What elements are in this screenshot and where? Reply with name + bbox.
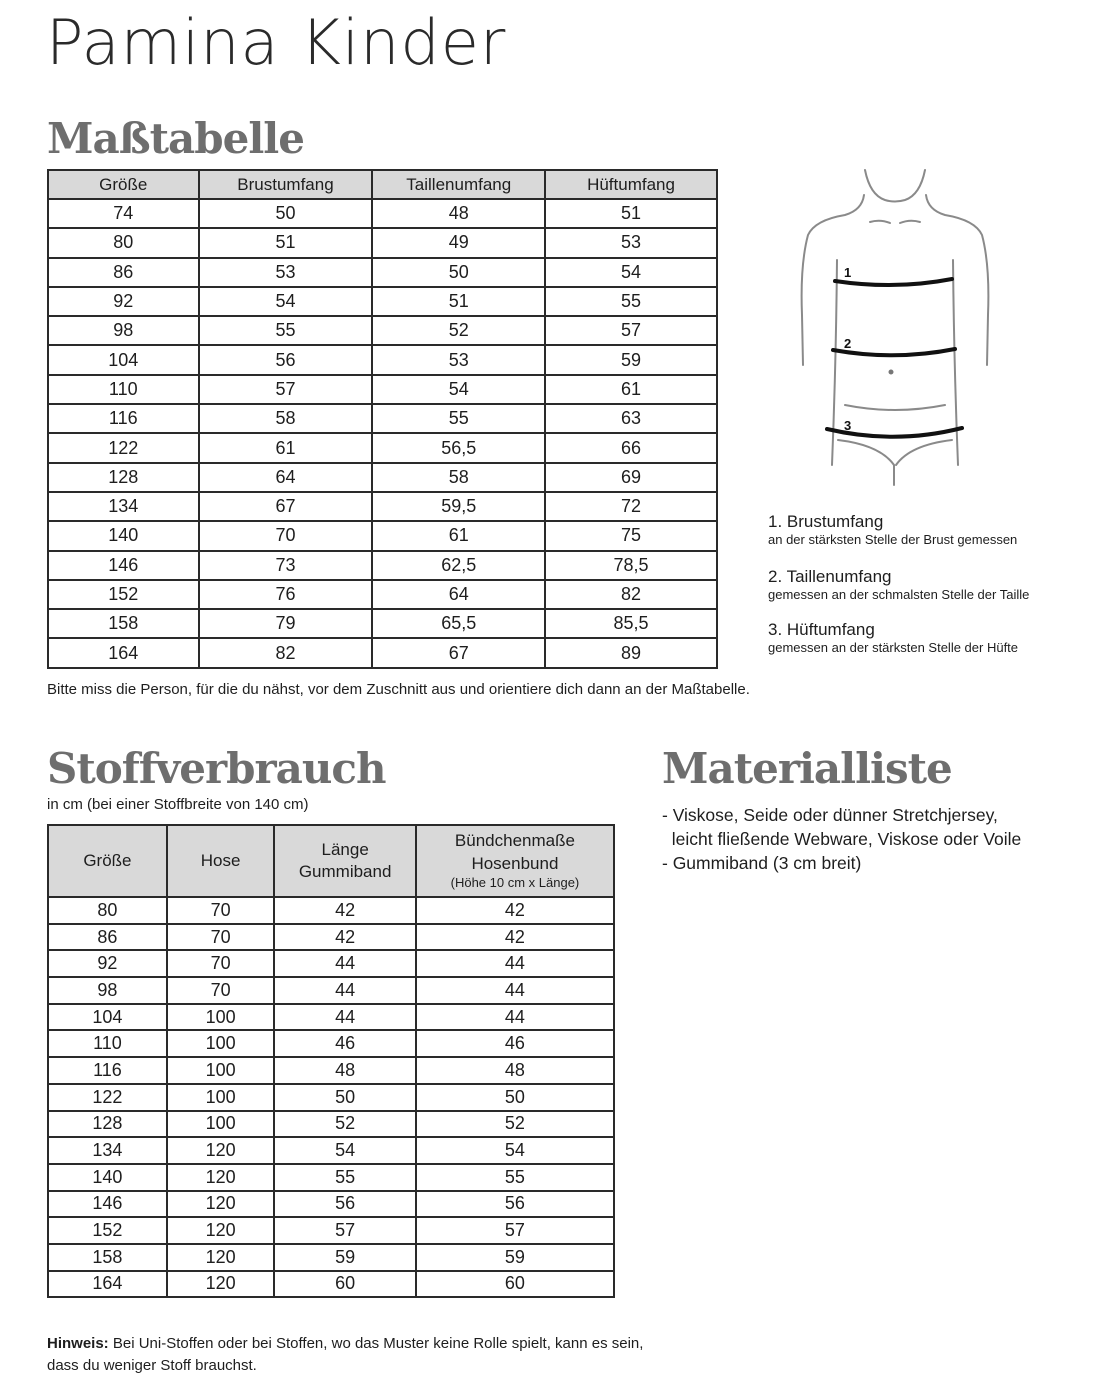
table-cell: 42 — [416, 924, 614, 951]
table-row — [48, 897, 614, 924]
table-cell: 46 — [416, 1030, 614, 1057]
table-row — [48, 609, 717, 638]
table-cell: 86 — [48, 258, 199, 287]
table-cell: 67 — [372, 638, 545, 667]
table-row — [48, 950, 614, 977]
table-cell: 42 — [274, 924, 416, 951]
table-cell: 50 — [372, 258, 545, 287]
table-cell: 49 — [372, 228, 545, 257]
table-cell: 75 — [545, 521, 717, 550]
table-cell: 122 — [48, 433, 199, 462]
table-cell: 44 — [274, 977, 416, 1004]
table-cell: 140 — [48, 521, 199, 550]
table-row — [48, 977, 614, 1004]
chest-measurement-line — [835, 279, 952, 285]
header-gummiband — [274, 825, 416, 897]
hint-label: Hinweis: — [47, 1335, 109, 1352]
table-cell: 104 — [48, 1004, 167, 1031]
table-cell: 54 — [372, 375, 545, 404]
table-row — [48, 228, 717, 257]
header-groesse: Größe — [48, 825, 167, 897]
table-cell: 73 — [199, 551, 373, 580]
table-row — [48, 924, 614, 951]
table-cell: 158 — [48, 609, 199, 638]
table-cell: 61 — [199, 433, 373, 462]
table-cell: 80 — [48, 897, 167, 924]
table-cell: 70 — [167, 897, 275, 924]
table-row — [48, 1004, 614, 1031]
table-cell: 116 — [48, 404, 199, 433]
table-cell: 61 — [545, 375, 717, 404]
table-row — [48, 1217, 614, 1244]
table-cell: 64 — [199, 463, 373, 492]
table-row — [48, 1057, 614, 1084]
measure-note: Bitte miss die Person, für die du nähst, vor dem Zuschnitt aus und orientiere dich dann an der Maßtabelle. — [47, 681, 750, 698]
table-row — [48, 287, 717, 316]
table-cell: 122 — [48, 1084, 167, 1111]
legend-item-taille — [768, 567, 1029, 602]
table-cell: 54 — [545, 258, 717, 287]
legend-title: 1. Brustumfang — [768, 512, 884, 531]
measurement-lines — [827, 279, 962, 437]
header-brustumfang: Brustumfang — [199, 170, 373, 199]
table-cell: 67 — [199, 492, 373, 521]
table-cell: 56 — [199, 345, 373, 374]
table-cell: 42 — [416, 897, 614, 924]
table-cell: 51 — [199, 228, 373, 257]
table-row — [48, 638, 717, 667]
table-cell: 58 — [372, 463, 545, 492]
waist-measurement-line — [833, 349, 955, 355]
table-cell: 62,5 — [372, 551, 545, 580]
table-cell: 64 — [372, 580, 545, 609]
table-cell: 76 — [199, 580, 373, 609]
table-cell: 52 — [416, 1111, 614, 1138]
table-cell: 42 — [274, 897, 416, 924]
table-cell: 46 — [274, 1030, 416, 1057]
table-cell: 54 — [199, 287, 373, 316]
legend-item-huefte — [768, 620, 1018, 655]
table-cell: 120 — [167, 1244, 275, 1271]
legend-desc: gemessen an der schmalsten Stelle der Taille — [768, 587, 1030, 602]
table-cell: 164 — [48, 638, 199, 667]
size-chart-table — [47, 169, 718, 669]
table-cell: 52 — [274, 1111, 416, 1138]
table-row — [48, 1111, 614, 1138]
table-cell: 82 — [545, 580, 717, 609]
table-cell: 128 — [48, 1111, 167, 1138]
header-hosenbund-line2: Hosenbund — [471, 853, 559, 873]
marker-3: 3 — [844, 418, 852, 433]
header-hose: Hose — [167, 825, 275, 897]
table-cell: 57 — [416, 1217, 614, 1244]
table-row — [48, 404, 717, 433]
table-cell: 100 — [167, 1057, 275, 1084]
table-cell: 51 — [545, 199, 717, 228]
table-cell: 65,5 — [372, 609, 545, 638]
legend-desc: an der stärksten Stelle der Brust gemessen — [768, 532, 1018, 547]
table-cell: 146 — [48, 1191, 167, 1218]
table-row — [48, 492, 717, 521]
table-cell: 48 — [372, 199, 545, 228]
table-cell: 89 — [545, 638, 717, 667]
table-cell: 82 — [199, 638, 373, 667]
table-cell: 120 — [167, 1137, 275, 1164]
table-cell: 70 — [167, 977, 275, 1004]
table-cell: 55 — [372, 404, 545, 433]
table-cell: 48 — [416, 1057, 614, 1084]
table-cell: 56,5 — [372, 433, 545, 462]
table-cell: 100 — [167, 1004, 275, 1031]
table-cell: 110 — [48, 1030, 167, 1057]
table-cell: 164 — [48, 1271, 167, 1298]
table-cell: 58 — [199, 404, 373, 433]
table-cell: 60 — [274, 1271, 416, 1298]
table-cell: 140 — [48, 1164, 167, 1191]
table-cell: 79 — [199, 609, 373, 638]
table-cell: 80 — [48, 228, 199, 257]
table-cell: 50 — [274, 1084, 416, 1111]
table-cell: 56 — [416, 1191, 614, 1218]
masstabelle-title: Maßtabelle — [47, 114, 304, 163]
table-cell: 60 — [416, 1271, 614, 1298]
table-cell: 57 — [274, 1217, 416, 1244]
table-cell: 53 — [545, 228, 717, 257]
table-cell: 44 — [274, 950, 416, 977]
fabric-usage-header-row — [48, 825, 614, 897]
table-cell: 57 — [199, 375, 373, 404]
table-row — [48, 375, 717, 404]
material-item: - Viskose, Seide oder dünner Stretchjersey, — [662, 805, 998, 825]
table-cell: 54 — [274, 1137, 416, 1164]
table-cell: 120 — [167, 1271, 275, 1298]
table-cell: 100 — [167, 1111, 275, 1138]
marker-2: 2 — [844, 336, 852, 351]
table-cell: 54 — [416, 1137, 614, 1164]
table-row — [48, 1084, 614, 1111]
header-gummiband-line2: Gummiband — [298, 862, 392, 881]
table-cell: 59 — [274, 1244, 416, 1271]
table-cell: 44 — [416, 950, 614, 977]
header-hueftumfang: Hüftumfang — [545, 170, 717, 199]
table-row — [48, 580, 717, 609]
header-hosenbund-line3: (Höhe 10 cm x Länge) — [450, 874, 580, 890]
header-groesse: Größe — [48, 170, 199, 199]
table-cell: 72 — [545, 492, 717, 521]
table-row — [48, 433, 717, 462]
table-row — [48, 1164, 614, 1191]
table-cell: 70 — [167, 924, 275, 951]
table-cell: 92 — [48, 287, 199, 316]
table-cell: 55 — [416, 1164, 614, 1191]
fabric-usage-table — [47, 824, 615, 1298]
table-cell: 59,5 — [372, 492, 545, 521]
table-cell: 110 — [48, 375, 199, 404]
table-cell: 128 — [48, 463, 199, 492]
table-cell: 44 — [416, 977, 614, 1004]
table-cell: 100 — [167, 1084, 275, 1111]
table-cell: 78,5 — [545, 551, 717, 580]
table-cell: 70 — [199, 521, 373, 550]
table-cell: 98 — [48, 977, 167, 1004]
table-row — [48, 463, 717, 492]
table-row — [48, 316, 717, 345]
table-row — [48, 199, 717, 228]
size-chart-header-row — [48, 170, 717, 199]
material-list — [662, 803, 1021, 875]
table-cell: 56 — [274, 1191, 416, 1218]
table-cell: 85,5 — [545, 609, 717, 638]
table-cell: 57 — [545, 316, 717, 345]
table-cell: 116 — [48, 1057, 167, 1084]
table-cell: 120 — [167, 1217, 275, 1244]
table-cell: 74 — [48, 199, 199, 228]
stoffverbrauch-subtitle: in cm (bei einer Stoffbreite von 140 cm) — [47, 796, 309, 813]
header-taillenumfang: Taillenumfang — [372, 170, 545, 199]
table-row — [48, 551, 717, 580]
header-hosenbund-line1: Bündchenmaße — [454, 831, 575, 851]
table-cell: 152 — [48, 580, 199, 609]
table-cell: 50 — [416, 1084, 614, 1111]
table-cell: 120 — [167, 1164, 275, 1191]
material-item: leicht fließende Webware, Viskose oder Voile — [662, 829, 1022, 849]
table-row — [48, 1244, 614, 1271]
table-cell: 100 — [167, 1030, 275, 1057]
table-row — [48, 1030, 614, 1057]
table-cell: 61 — [372, 521, 545, 550]
marker-1: 1 — [844, 265, 852, 280]
materialliste-title: Materialliste — [662, 744, 952, 793]
table-row — [48, 1271, 614, 1298]
brand-title: Pamina Kinder — [46, 6, 507, 79]
table-cell: 92 — [48, 950, 167, 977]
table-cell: 48 — [274, 1057, 416, 1084]
table-cell: 44 — [274, 1004, 416, 1031]
hint-note — [47, 1333, 677, 1377]
table-cell: 69 — [545, 463, 717, 492]
table-cell: 152 — [48, 1217, 167, 1244]
header-hosenbund — [416, 825, 614, 897]
table-cell: 59 — [545, 345, 717, 374]
table-row — [48, 345, 717, 374]
table-row — [48, 1191, 614, 1218]
table-cell: 53 — [372, 345, 545, 374]
table-row — [48, 258, 717, 287]
table-cell: 86 — [48, 924, 167, 951]
table-row — [48, 1137, 614, 1164]
table-cell: 55 — [199, 316, 373, 345]
legend-title: 2. Taillenumfang — [768, 567, 892, 586]
legend-title: 3. Hüftumfang — [768, 620, 875, 639]
hint-text: Bei Uni-Stoffen oder bei Stoffen, wo das Muster keine Rolle spielt, kann es sein, dass du weniger Stoff brauchst. — [47, 1335, 644, 1374]
table-cell: 59 — [416, 1244, 614, 1271]
table-cell: 134 — [48, 492, 199, 521]
legend-desc: gemessen an der stärksten Stelle der Hüfte — [768, 640, 1019, 655]
table-cell: 55 — [545, 287, 717, 316]
table-cell: 51 — [372, 287, 545, 316]
table-cell: 70 — [167, 950, 275, 977]
navel-dot — [889, 370, 894, 375]
legend-item-brust — [768, 512, 1017, 547]
table-cell: 66 — [545, 433, 717, 462]
header-gummiband-line1: Länge — [321, 839, 369, 859]
table-cell: 134 — [48, 1137, 167, 1164]
body-measurement-figure — [790, 165, 1000, 490]
table-cell: 50 — [199, 199, 373, 228]
stoffverbrauch-title: Stoffverbrauch — [47, 744, 386, 793]
table-cell: 63 — [545, 404, 717, 433]
table-cell: 104 — [48, 345, 199, 374]
table-row — [48, 521, 717, 550]
table-cell: 53 — [199, 258, 373, 287]
table-cell: 52 — [372, 316, 545, 345]
table-cell: 158 — [48, 1244, 167, 1271]
table-cell: 98 — [48, 316, 199, 345]
material-item: - Gummiband (3 cm breit) — [662, 853, 862, 873]
table-cell: 44 — [416, 1004, 614, 1031]
table-cell: 55 — [274, 1164, 416, 1191]
table-cell: 146 — [48, 551, 199, 580]
table-cell: 120 — [167, 1191, 275, 1218]
